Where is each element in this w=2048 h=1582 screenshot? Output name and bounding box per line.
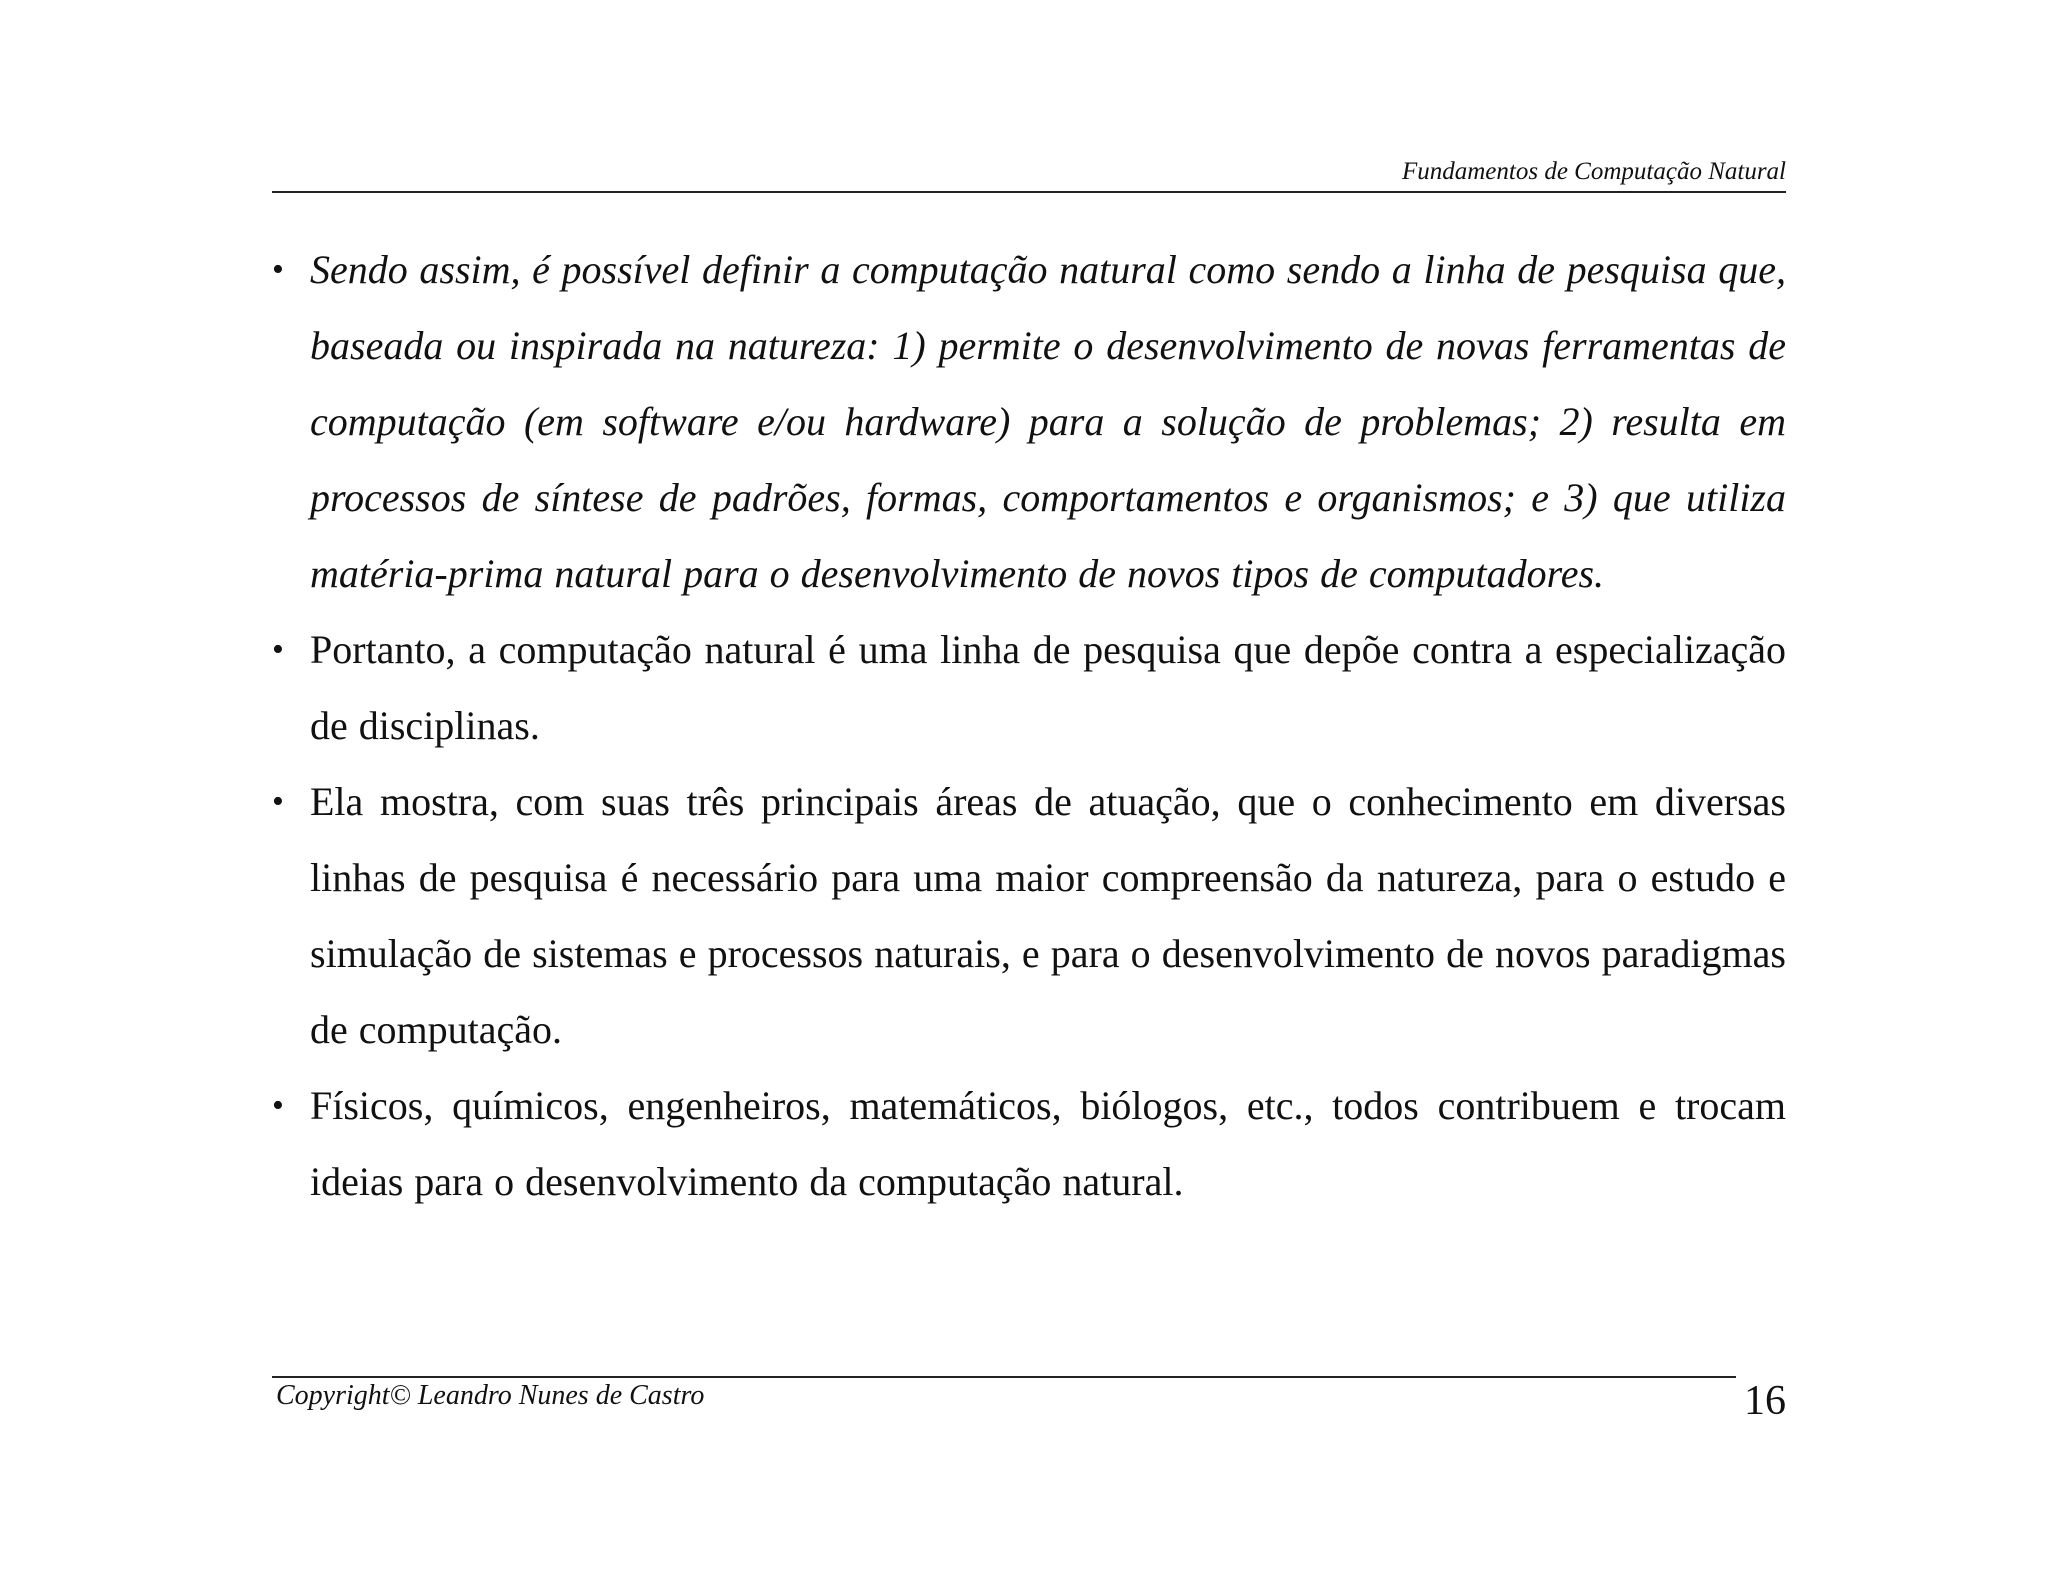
slide-body <box>272 232 1786 1220</box>
footer-divider <box>272 1376 1736 1378</box>
footer-copyright: Copyright© Leandro Nunes de Castro <box>276 1380 705 1411</box>
bullet-item-specialization <box>272 612 1786 764</box>
bullet-icon: • <box>272 631 284 668</box>
bullet-text: Ela mostra, com suas três principais áreas de atuação, que o conhecimento em diversas linhas de pesquisa é necessário para uma maior compreensão da natureza, para o estudo e simulação de sistemas e processos naturais, e para o desenvolvimento de novos paradigmas de computação. <box>310 779 1786 1052</box>
bullet-icon: • <box>272 783 284 820</box>
bullet-text: Sendo assim, é possível definir a computação natural como sendo a linha de pesquisa que, baseada ou inspirada na natureza: 1) permite o desenvolvimento de novas ferramentas de computação (em software e/ou hardware) para a solução de problemas; 2) resulta em processos de síntese de padrões, formas, comportamentos e organismos; e 3) que utiliza matéria-prima natural para o desenvolvimento de novos tipos de computadores. <box>310 247 1786 596</box>
header-divider <box>272 191 1786 193</box>
bullet-item-contributors <box>272 1068 1786 1220</box>
bullet-text: Físicos, químicos, engenheiros, matemáticos, biólogos, etc., todos contribuem e trocam ideias para o desenvolvimento da computação natural. <box>310 1083 1786 1204</box>
bullet-icon: • <box>272 251 284 288</box>
bullet-item-areas <box>272 764 1786 1068</box>
bullet-item-definition <box>272 232 1786 612</box>
bullet-icon: • <box>272 1087 284 1124</box>
page-number: 16 <box>1744 1378 1786 1424</box>
running-header-title: Fundamentos de Computação Natural <box>1401 158 1786 185</box>
bullet-text: Portanto, a computação natural é uma linha de pesquisa que depõe contra a especialização de disciplinas. <box>310 627 1786 748</box>
